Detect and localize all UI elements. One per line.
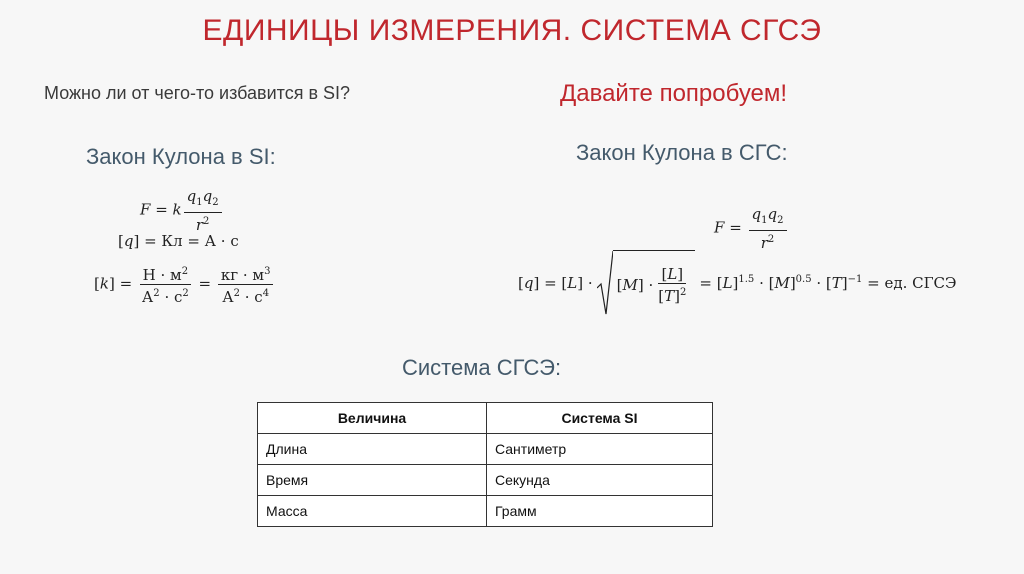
column-header: Система SI <box>487 403 713 434</box>
table-cell: Время <box>258 465 487 496</box>
table-cell: Грамм <box>487 496 713 527</box>
question-text: Можно ли от чего-то избавится в SI? <box>44 83 351 103</box>
sqrt-symbol: [ M ] · $\frac{[L]}{[T]^2}$ <box>597 250 696 316</box>
formula-si-k: [k] = $\frac{Н \cdot м^2}{А^2 \cdot с^2}$ = $\frac{кг \cdot м^3}{А^2 \cdot с^4}$ <box>94 264 275 305</box>
formula-cgs-charge: [q] = [L] · [ M ] · $\frac{[L]}{[T]^2}$ = $[L]^{1.5} \cdot [M]^{0.5} \cdot [T]^{-1}$ = ед. СГСЭ <box>518 250 956 316</box>
table-cell: Масса <box>258 496 487 527</box>
answer-text: Давайте попробуем! <box>560 80 788 107</box>
table-row <box>258 465 713 496</box>
formula-si-force: F = k $\frac{q_1q_2}{r^2}$ <box>140 188 224 233</box>
table-cell: Сантиметр <box>487 434 713 465</box>
table-row <box>258 496 713 527</box>
table-cell: Секунда <box>487 465 713 496</box>
heading-cgse-system: Система СГСЭ: <box>402 355 562 380</box>
table-cell: Длина <box>258 434 487 465</box>
formula-si-charge: [q] = Кл = А · с <box>118 232 239 250</box>
table-header-row <box>258 403 713 434</box>
slide-title: ЕДИНИЦЫ ИЗМЕРЕНИЯ. СИСТЕМА СГСЭ <box>202 14 822 47</box>
heading-coulomb-si: Закон Кулона в SI: <box>86 144 276 169</box>
column-header: Величина <box>258 403 487 434</box>
formula-cgs-force: F = $\frac{q_1q_2}{r^2}$ <box>714 206 789 251</box>
heading-coulomb-cgs: Закон Кулона в СГС: <box>576 140 788 165</box>
units-table <box>257 402 713 527</box>
table-row <box>258 434 713 465</box>
